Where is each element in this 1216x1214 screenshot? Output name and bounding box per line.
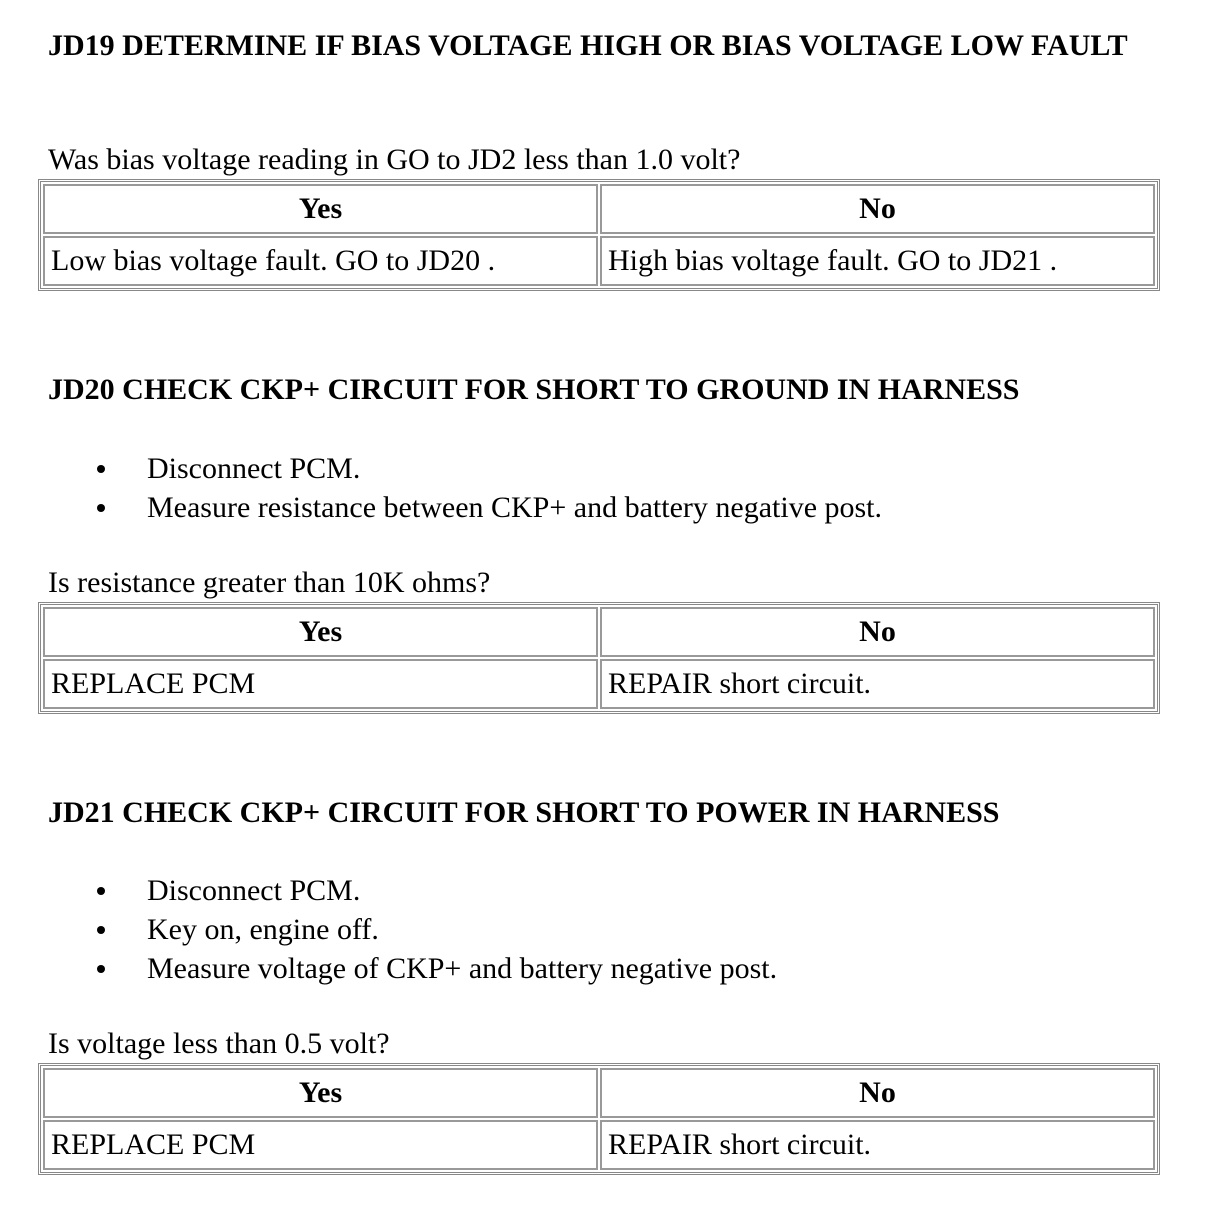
decision-table-jd20 bbox=[38, 602, 1160, 714]
no-action: REPAIR short circuit. bbox=[600, 1120, 1155, 1170]
yes-header: Yes bbox=[43, 1068, 598, 1118]
list-item bbox=[90, 488, 882, 527]
decision-table-jd19 bbox=[38, 179, 1160, 291]
yes-header: Yes bbox=[43, 607, 598, 657]
table-header-row bbox=[43, 184, 1155, 234]
no-header: No bbox=[600, 1068, 1155, 1118]
bullet-icon bbox=[97, 465, 105, 473]
bullet-icon bbox=[97, 504, 105, 512]
no-action: REPAIR short circuit. bbox=[600, 659, 1155, 709]
yes-action: Low bias voltage fault. GO to JD20 . bbox=[43, 236, 598, 286]
step-text: Disconnect PCM. bbox=[147, 452, 361, 485]
list-item bbox=[90, 871, 777, 910]
table-row bbox=[43, 1120, 1155, 1170]
bullet-icon bbox=[97, 965, 105, 973]
section-heading-jd20: JD20 CHECK CKP+ CIRCUIT FOR SHORT TO GROUND IN HARNESS bbox=[48, 373, 1020, 406]
table-row bbox=[43, 236, 1155, 286]
step-text: Key on, engine off. bbox=[147, 913, 379, 946]
question-jd20: Is resistance greater than 10K ohms? bbox=[48, 566, 491, 599]
yes-action: REPLACE PCM bbox=[43, 1120, 598, 1170]
steps-list-jd20 bbox=[90, 449, 882, 527]
list-item bbox=[90, 949, 777, 988]
step-text: Measure voltage of CKP+ and battery negative post. bbox=[147, 952, 778, 985]
no-action: High bias voltage fault. GO to JD21 . bbox=[600, 236, 1155, 286]
list-item bbox=[90, 449, 882, 488]
decision-table-jd21 bbox=[38, 1063, 1160, 1175]
step-text: Measure resistance between CKP+ and battery negative post. bbox=[147, 491, 883, 524]
bullet-icon bbox=[97, 926, 105, 934]
question-jd21: Is voltage less than 0.5 volt? bbox=[48, 1027, 390, 1060]
no-header: No bbox=[600, 607, 1155, 657]
steps-list-jd21 bbox=[90, 871, 777, 988]
table-header-row bbox=[43, 1068, 1155, 1118]
question-jd19: Was bias voltage reading in GO to JD2 less than 1.0 volt? bbox=[48, 143, 741, 176]
section-heading-jd21: JD21 CHECK CKP+ CIRCUIT FOR SHORT TO POWER IN HARNESS bbox=[48, 796, 1000, 829]
table-row bbox=[43, 659, 1155, 709]
yes-header: Yes bbox=[43, 184, 598, 234]
table-header-row bbox=[43, 607, 1155, 657]
section-heading-jd19: JD19 DETERMINE IF BIAS VOLTAGE HIGH OR BIAS VOLTAGE LOW FAULT bbox=[48, 29, 1128, 62]
yes-action: REPLACE PCM bbox=[43, 659, 598, 709]
list-item bbox=[90, 910, 777, 949]
step-text: Disconnect PCM. bbox=[147, 874, 361, 907]
no-header: No bbox=[600, 184, 1155, 234]
bullet-icon bbox=[97, 887, 105, 895]
